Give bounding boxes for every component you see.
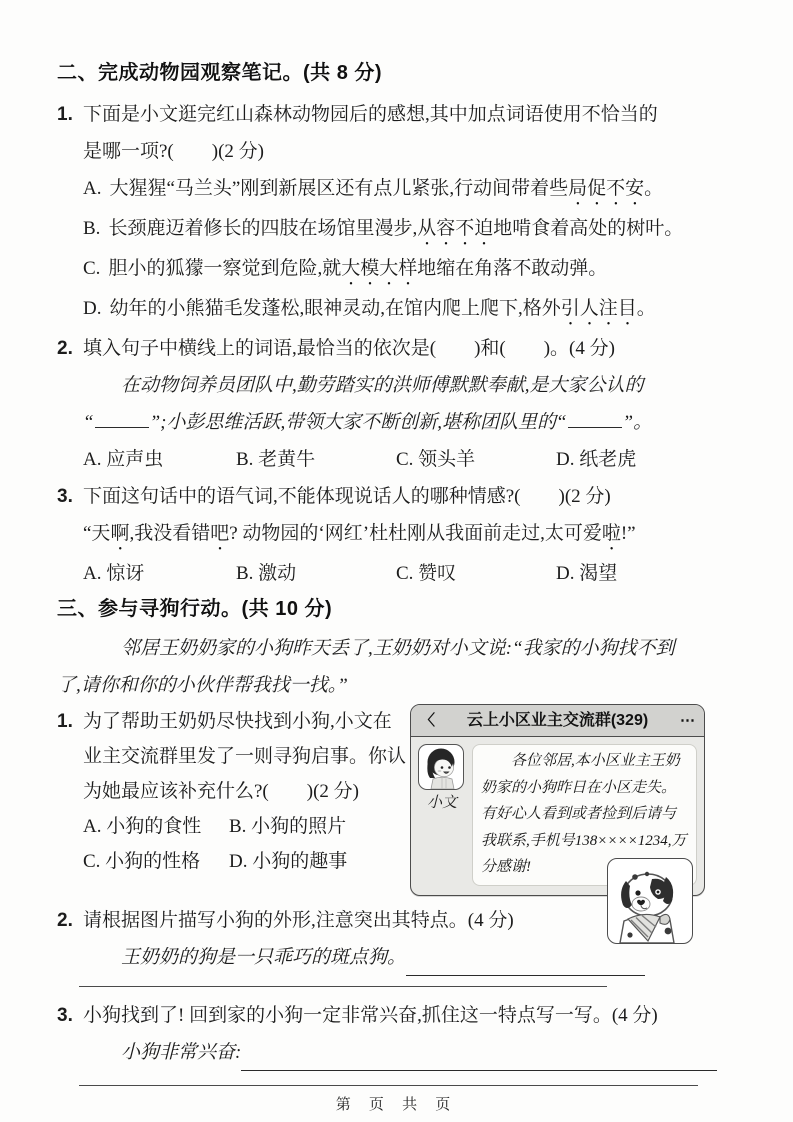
emphasized-word: 啦 [601, 523, 621, 544]
s3-q3-text: 小狗找到了! 回到家的小狗一定非常兴奋,抓住这一特点写一写。(4 分) [83, 1004, 658, 1026]
page-footer: 第 页 共 页 [335, 1096, 458, 1113]
s2-q1-text1: 下面是小文逛完红山森林动物园后的感想,其中加点词语使用不恰当的 [83, 104, 658, 125]
option-text: 地啃食着高处的树叶。 [493, 218, 684, 239]
s2-q3-number: 3. [57, 486, 73, 507]
option-b: B. 老黄牛 [236, 449, 316, 470]
option-text: 胆小的狐獴一察觉到危险,就 [108, 258, 342, 279]
option-d: D. 纸老虎 [556, 449, 637, 470]
option-d: D. 渴望 [556, 563, 618, 584]
option-text: 。 [636, 298, 656, 319]
s3-q1-options-ab [57, 809, 410, 844]
s2-q1-option-b [57, 210, 717, 250]
s2-q3-line1 [57, 478, 717, 515]
s3-q1-text-column [57, 704, 410, 879]
chat-header [411, 705, 704, 737]
passage-text: 在动物饲养员团队中,勤劳踏实的洪师傅默默奉献,是大家公认的 [121, 375, 644, 396]
option-a: A. 小狗的食性 [83, 816, 202, 837]
emphasized-word: 吧 [210, 523, 230, 544]
s3-q3-line1 [57, 997, 717, 1034]
s2-q1-number: 1. [57, 104, 73, 125]
s2-q1-text2: 是哪一项?( )(2 分) [83, 141, 264, 162]
sender-name: 小文 [426, 795, 457, 811]
chat-group-title: 云上小区业主交流群(329) [466, 712, 649, 729]
option-c: C. 赞叹 [396, 563, 457, 584]
s2-q3-text: 下面这句话中的语气词,不能体现说话人的哪种情感?( )(2 分) [83, 486, 611, 507]
intro-text: 邻居王奶奶家的小狗昨天丢了,王奶奶对小文说:“我家的小狗找不到 [121, 638, 675, 659]
answer-prefix: 小狗非常兴奋: [121, 1041, 242, 1063]
quote-text: !” [620, 523, 636, 544]
s3-intro-line2 [57, 667, 717, 704]
option-text: 幼年的小熊猫毛发蓬松,眼神灵动,在馆内爬上爬下,格外 [109, 298, 561, 319]
s2-q1-line2 [57, 133, 717, 170]
fill-in-blank [95, 407, 149, 428]
option-b: B. 小狗的照片 [229, 816, 347, 837]
writing-line [79, 1071, 698, 1086]
option-c: C. 小狗的性格 [83, 851, 201, 872]
s2-q1-option-a [57, 170, 717, 210]
s2-q2-line1 [57, 330, 717, 367]
s3-q3-number: 3. [57, 1004, 73, 1026]
s2-q2-number: 2. [57, 338, 73, 359]
s2-q2-text: 填入句子中横线上的词语,最恰当的依次是( )和( )。(4 分) [83, 338, 615, 359]
s3-q1-line1 [57, 704, 410, 739]
quote-text: “天 [83, 523, 111, 544]
s3-q1-text: 为了帮助王奶奶尽快找到小狗,小文在 [83, 711, 392, 732]
intro-text: 了,请你和你的小伙伴帮我找一找。” [57, 675, 348, 696]
answer-blank [406, 945, 645, 976]
s3-q1-text: 为她最应该补充什么?( )(2 分) [83, 781, 359, 802]
emphasized-word: 大模大样 [341, 258, 418, 279]
section-3-title: 三、参与寻狗行动。(共 10 分) [57, 598, 333, 620]
s3-q1-number: 1. [57, 711, 73, 732]
s3-q3-answer-line [57, 1034, 717, 1071]
option-a: A. 惊讶 [83, 563, 145, 584]
chat-sender-column [418, 744, 466, 886]
page-content [57, 58, 717, 1086]
s2-q2-passage-line2 [57, 404, 717, 441]
answer-blank [241, 1040, 717, 1071]
passage-text: ”;小彭思维活跃,带领大家不断创新,堪称团队里的“ [149, 412, 567, 433]
dalmatian-dog-photo [607, 858, 693, 944]
s3-q1-text: 业主交流群里发了一则寻狗启事。你认 [83, 746, 407, 767]
s2-q1-option-d [57, 290, 717, 330]
option-label: A. [83, 178, 102, 199]
option-text: 。 [644, 178, 664, 199]
girl-avatar-icon [419, 745, 463, 789]
s3-q1-options-cd [57, 844, 410, 879]
emphasized-word: 啊 [110, 523, 130, 544]
s2-q1-line1 [57, 96, 717, 133]
more-ellipsis-icon: ⋯ [680, 712, 695, 729]
option-c: C. 领头羊 [396, 449, 476, 470]
emphasized-word: 从容不迫 [417, 218, 494, 239]
writing-line [79, 976, 607, 987]
quote-text: ,我没看错 [129, 523, 211, 544]
s2-q3-quote [57, 515, 717, 555]
fill-in-blank [568, 407, 622, 428]
option-b: B. 激动 [236, 563, 297, 584]
emphasized-word: 引人注目 [560, 298, 637, 319]
avatar [418, 744, 464, 790]
option-d: D. 小狗的趣事 [229, 851, 348, 872]
section-2-title: 二、完成动物园观察笔记。(共 8 分) [57, 62, 383, 84]
chat-message-text: 各位邻居,本小区业主王奶奶家的小狗昨日在小区走失。有好心人看到或者捡到后请与我联系,手机号138××××1234,万分感谢! [481, 753, 687, 875]
passage-text: “ [83, 412, 94, 433]
s2-q2-options-row [57, 441, 717, 478]
option-text: 大猩猩“马兰头”刚到新展区还有点儿紧张,行动间带着些 [109, 178, 569, 199]
s3-q1-line2 [57, 739, 410, 774]
emphasized-word: 局促不安 [568, 178, 645, 199]
option-label: B. [83, 218, 101, 239]
s2-q1-option-c [57, 250, 717, 290]
s3-q2-answer-line [57, 939, 645, 976]
s3-q2-number: 2. [57, 909, 73, 931]
back-chevron-icon: 〈 [420, 712, 436, 729]
dalmatian-dog-icon [608, 859, 692, 943]
answer-prefix: 王奶奶的狗是一只乖巧的斑点狗。 [121, 946, 407, 968]
s3-intro-line1 [57, 630, 717, 667]
option-a: A. 应声虫 [83, 449, 164, 470]
option-label: D. [83, 298, 102, 319]
option-text: 地缩在角落不敢动弹。 [417, 258, 608, 279]
s2-q3-options-row [57, 555, 717, 592]
s3-q2-text: 请根据图片描写小狗的外形,注意突出其特点。(4 分) [83, 909, 514, 931]
quote-text: ? 动物园的‘网红’杜杜刚从我面前走过,太可爱 [229, 523, 602, 544]
s2-q2-passage-line1 [57, 367, 717, 404]
passage-text: ”。 [622, 412, 653, 433]
option-text: 长颈鹿迈着修长的四肢在场馆里漫步, [108, 218, 418, 239]
option-label: C. [83, 258, 101, 279]
s3-q1-line3 [57, 774, 410, 809]
